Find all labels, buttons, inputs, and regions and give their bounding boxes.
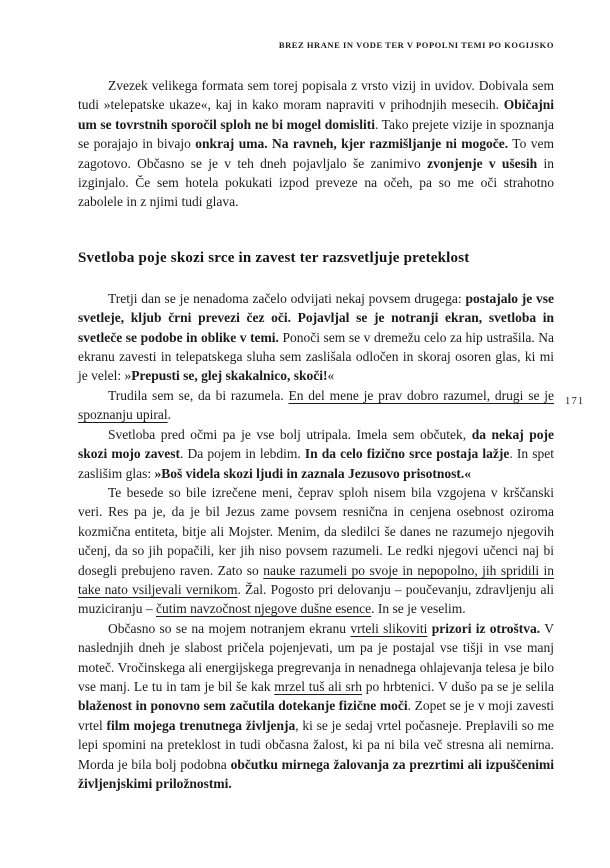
paragraph-inner-screen [78, 619, 554, 794]
text-run: . Tako prejete vizije in spoznanja se porajajo in bivajo [78, 116, 554, 152]
text-run: . In spet zaslišim glas: [78, 446, 555, 481]
paragraph-third-day [78, 289, 554, 386]
emphasized-text-run: vrteli slikoviti [350, 620, 428, 636]
text-run: Tretji dan se je nenadoma začelo odvijati nekaj povsem drugega: [108, 290, 466, 306]
emphasized-text-run: da nekaj poje skozi mojo zavest [78, 426, 554, 462]
text-run: Zvezek velikega formata sem torej popisala z vrsto vizij in uvidov. Dobivala sem tudi »telepatske ukaze«, kaj in kako moram napraviti v prihodnjih mesecih. [78, 78, 554, 113]
section-heading: Svetloba poje skozi srce in zavest ter razsvetljuje preteklost [78, 249, 470, 266]
paragraph-intro [78, 76, 554, 212]
text-run: , ki se je sedaj vrtel počasneje. Preplavili so me lepi spomini na preteklost in tudi občasna žalost, ki pa ni bila več stresna ali nemirna. Morda je bila bolj podobna [78, 717, 554, 772]
text-run: . Da pojem in lebdim. [180, 446, 305, 462]
emphasized-text-run: En del mene je prav dobro razumel, drugi se je spoznanju upiral [78, 387, 554, 423]
text-run: . Zopet se je v moji zavesti vrtel [78, 698, 555, 733]
paragraph-light-pulsing [78, 425, 554, 483]
paragraph-jesus-words [78, 483, 554, 619]
emphasized-text-run: In da celo fizično srce postaja lažje [304, 446, 510, 462]
page-number: 171 [565, 396, 585, 407]
text-run: Svetloba pred očmi pa je vse bolj utripala. Imela sem občutek, [108, 426, 472, 442]
emphasized-text-run: mrzel tuš ali srh [274, 678, 363, 694]
running-header: BREZ HRANE IN VODE TER V POPOLNI TEMI PO KOGIJSKO [278, 40, 554, 50]
paragraph-understanding [78, 386, 554, 425]
emphasized-text-run: blaženost in ponovno sem začutila dotekanje fizične moči [78, 698, 408, 714]
emphasized-text-run: Prepusti se, glej skakalnico, skoči! [131, 368, 328, 384]
text-run: po hrbtenici. V dušo pa se je selila [362, 678, 554, 694]
emphasized-text-run: čutim navzočnost njegove dušne esence [155, 601, 372, 617]
text-block [78, 76, 554, 793]
emphasized-text-run: prizori iz otroštva. [431, 620, 541, 636]
text-run: Trudila sem se, da bi razumela. [108, 387, 289, 403]
text-run: To vem zagotovo. Občasno se je v teh dneh pojavljalo še zanimivo [78, 136, 554, 171]
text-run: Te besede so bile izrečene meni, čeprav sploh nisem bila vzgojena v krščanski veri. Res pa je, da je bil Jezus zame povsem resnična in cenjena osebnost oziroma kozmična entiteta, bitje ali Mojster. Menim, da sledilci še danes ne razumejo njegovih učenj, da so jih popačili, ker jih niso povsem razumeli. Le redki njegovi učenci naj bi dosegli prebujeno raven. Zato so [78, 484, 554, 578]
text-run: V naslednjih dneh je slabost pričela pojenjevati, um pa je postajal vse tišji in vse manj moteč. Vročinskega ali energijskega pregrevanja in nenadnega ohlajevanja telesa je bilo vse manj. Le tu in tam je bil še kak [78, 620, 555, 694]
text-run: . Žal. Pogosto pri delovanju – poučevanju, zdravljenju ali muziciranju – [78, 581, 554, 617]
emphasized-text-run: film mojega trenutnega življenja [106, 717, 296, 733]
text-run: « [327, 368, 335, 384]
text-run: Ponoči sem se v dremežu celo za hip ustrašila. Na ekranu zavesti in telepatskega sluha sem zaslišala odločen in skoraj osoren glas, ki mi je velel: » [78, 329, 555, 384]
emphasized-text-run: nauke razumeli po svoje in nepopolno, jih spridili in take nato vsiljevali vernikom [78, 562, 555, 597]
text-run: in izginjalo. Če sem hotela pokukati izpod preveze na očeh, pa so me oči strahotno zabolele in z njimi tudi glava. [78, 155, 554, 210]
emphasized-text-run: občutku mirnega žalovanja za prezrtimi ali izpuščenimi življenjskimi priložnostmi. [78, 756, 554, 791]
emphasized-text-run: onkraj uma. Na ravneh, kjer razmišljanje ni mogoče. [195, 136, 509, 152]
emphasized-text-run: Običajni um se tovrstnih sporočil sploh ne bi mogel domisliti [78, 97, 554, 132]
emphasized-text-run: postajalo je vse svetleje, kljub črni prevezi čez oči. Pojavljal se je notranji ekran, svetloba in svetleče se podobe in oblike v temi. [78, 290, 554, 345]
emphasized-text-run: »Boš videla skozi ljudi in zaznala Jezusovo prisotnost.« [154, 465, 472, 481]
text-run: . In se je veselim. [371, 601, 466, 617]
text-run: Občasno so se na mojem notranjem ekranu [108, 620, 351, 636]
text-run: . [167, 407, 171, 423]
emphasized-text-run: zvonjenje v ušesih [427, 155, 538, 171]
